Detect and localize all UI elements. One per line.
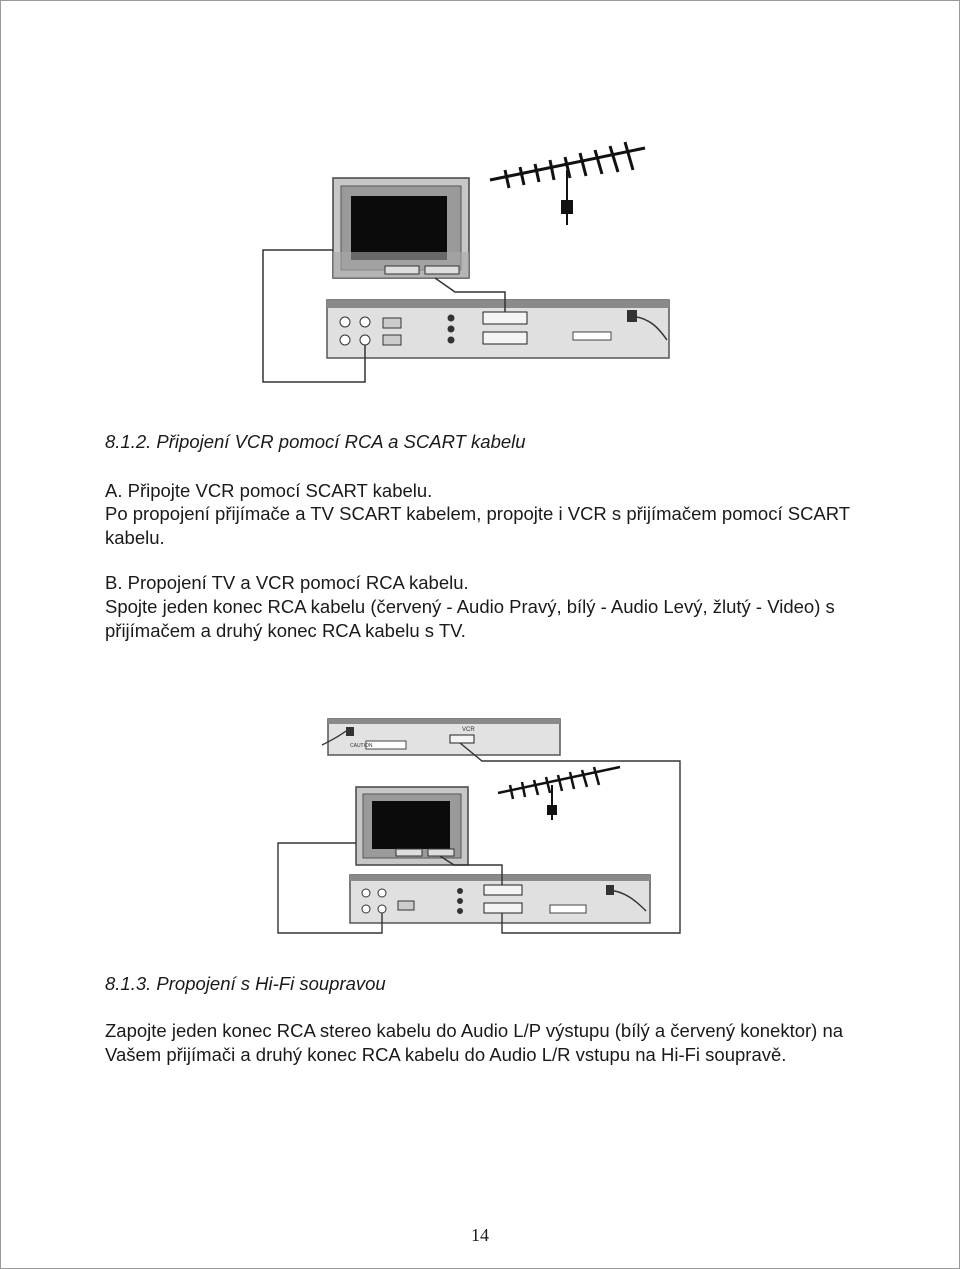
tv-scart-port-1 — [385, 266, 419, 274]
step-b-title: B. Propojení TV a VCR pomocí RCA kabelu. — [105, 572, 469, 593]
hifi-text: Zapojte jeden konec RCA stereo kabelu do Audio L/P výstupu (bílý a červený konektor) na Vašem přijímači a druhý konec RCA kabelu do Audio L/R vstupu na Hi-Fi soupravě. — [105, 1020, 844, 1065]
receiver-back-panel-2 — [350, 875, 650, 923]
connection-diagram-vcr — [270, 715, 690, 940]
antenna — [490, 142, 645, 225]
antenna-2 — [498, 767, 620, 820]
tv-screen — [351, 196, 447, 260]
vcr-label: VCR — [462, 727, 475, 733]
tv-scart-port-2 — [425, 266, 459, 274]
step-a-title: A. Připojte VCR pomocí SCART kabelu. — [105, 480, 433, 501]
tv-set — [333, 178, 469, 278]
section-heading-scart: 8.1.2. Připojení VCR pomocí RCA a SCART kabelu — [105, 431, 526, 452]
section-heading-hifi: 8.1.3. Propojení s Hi-Fi soupravou — [105, 973, 386, 994]
receiver-back-panel — [327, 300, 669, 358]
receiver-scart-vcr — [483, 332, 527, 344]
receiver-scart-tv — [483, 312, 527, 324]
vcr-back-panel — [328, 719, 560, 755]
tv-set-2 — [356, 787, 468, 865]
step-b-text: Spojte jeden konec RCA kabelu (červený - Audio Pravý, bílý - Audio Levý, žlutý - Video) s přijímačem a druhý konec RCA kabelu s TV. — [105, 596, 835, 641]
connection-diagram-tv-receiver — [255, 140, 685, 390]
step-a-text: Po propojení přijímače a TV SCART kabelem, propojte i VCR s přijímačem pomocí SCART kabelu. — [105, 503, 850, 548]
vcr-warning-label: CAUTION — [350, 743, 373, 749]
page-number: 14 — [471, 1225, 489, 1245]
